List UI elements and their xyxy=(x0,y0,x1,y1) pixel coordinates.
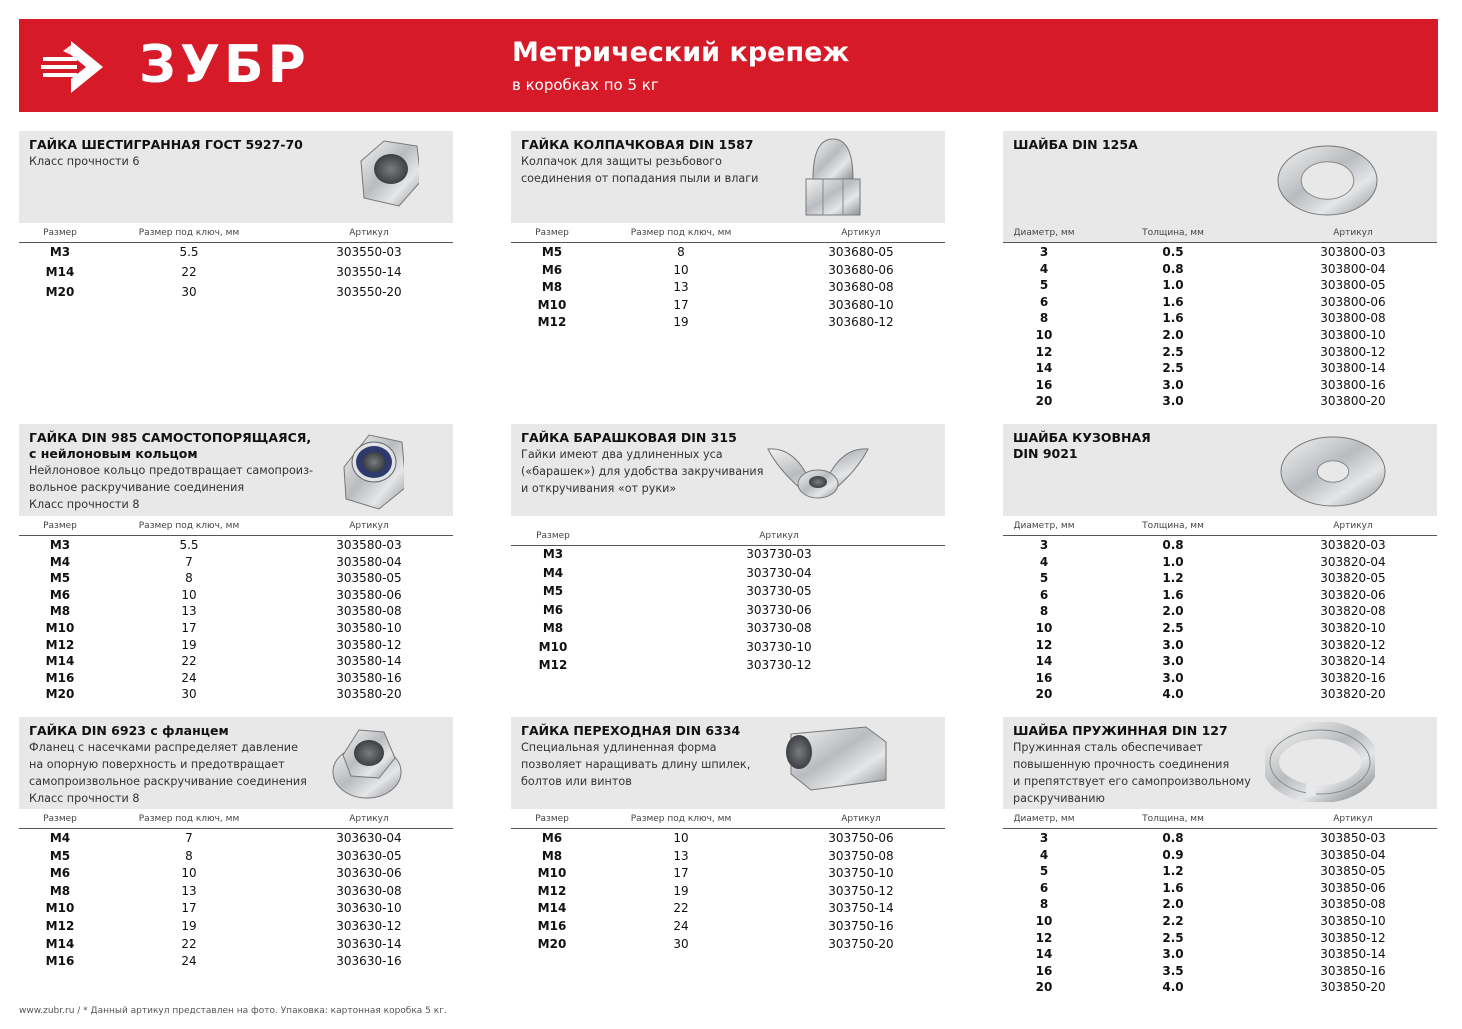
table-column-header: Диаметр, мм xyxy=(1013,228,1075,238)
table-cell: M16 xyxy=(537,919,567,933)
footer-site-link[interactable]: www.zubr.ru xyxy=(19,1006,75,1016)
table-cell: 1.2 xyxy=(1162,571,1184,586)
table-cell: 16 xyxy=(1035,377,1053,392)
table-column-header: Размер xyxy=(535,228,569,238)
product-title-line: ШАЙБА DIN 125A xyxy=(1013,137,1138,152)
table-cell: 303730-08 xyxy=(746,621,812,635)
table-cell: 303850-04 xyxy=(1320,847,1386,862)
table-cell: 303750-08 xyxy=(828,848,894,863)
table-header xyxy=(1003,226,1437,243)
table-cell: 8 xyxy=(677,245,685,259)
table-cell: M4 xyxy=(542,565,564,580)
table-cell: 303550-20 xyxy=(336,285,402,299)
table-cell: 10 xyxy=(181,866,197,881)
table-cell: 13 xyxy=(673,848,689,863)
table-cell: 303800-08 xyxy=(1320,311,1386,326)
table-cell: 303800-12 xyxy=(1320,344,1386,359)
table-cell: 2.5 xyxy=(1162,621,1184,635)
product-title-line: с нейлоновым кольцом xyxy=(29,446,198,461)
table-cell: 14 xyxy=(1035,947,1053,962)
table-cell: 303630-10 xyxy=(336,901,402,916)
table-cell: 19 xyxy=(181,637,197,652)
table-column-header: Размер под ключ, мм xyxy=(630,814,732,824)
spring-washer-image xyxy=(1265,722,1375,806)
table-cell: 303850-06 xyxy=(1320,880,1386,895)
table-cell: 303580-16 xyxy=(336,670,402,685)
body-washer-image xyxy=(1278,434,1388,513)
product-description-line: болтов или винтов xyxy=(521,775,632,788)
table-cell: 2.0 xyxy=(1162,328,1184,342)
table-cell: 303850-05 xyxy=(1320,864,1386,879)
table-column-header: Артикул xyxy=(349,814,389,824)
wing-nut-image xyxy=(763,429,873,513)
product-title xyxy=(521,137,821,153)
table-column-header: Размер под ключ, мм xyxy=(138,814,240,824)
product-description-line: повышенную прочность соединения xyxy=(1013,758,1230,771)
product-description-line: Класс прочности 8 xyxy=(29,498,140,511)
table-cell: M14 xyxy=(537,901,567,916)
table-cell: 1.0 xyxy=(1162,554,1184,569)
table-header xyxy=(1003,519,1437,536)
table-column-header: Размер xyxy=(535,814,569,824)
table-cell: 303750-20 xyxy=(828,936,894,951)
product-description xyxy=(29,153,329,170)
table-cell: 303820-12 xyxy=(1320,637,1386,652)
table-cell: M6 xyxy=(49,866,71,881)
table-cell: 17 xyxy=(673,297,689,312)
table-cell: 303800-06 xyxy=(1320,294,1386,309)
table-cell: 303680-05 xyxy=(828,245,894,259)
table-cell: 303550-03 xyxy=(336,245,402,259)
table-cell: 303630-08 xyxy=(336,883,402,898)
table-cell: 24 xyxy=(673,919,689,933)
table-cell: M10 xyxy=(538,639,568,654)
table-cell: 303580-06 xyxy=(336,587,402,602)
table-cell: 303550-14 xyxy=(336,265,402,279)
table-cell: 303630-12 xyxy=(336,919,402,933)
table-cell: 303730-04 xyxy=(746,565,812,580)
table-cell: M5 xyxy=(542,584,564,598)
brand-name: ЗУБР xyxy=(139,35,310,95)
table-cell: 303750-12 xyxy=(828,883,894,898)
table-cell: M12 xyxy=(45,919,75,933)
table-cell: 10 xyxy=(181,587,197,602)
table-column-header: Размер xyxy=(43,521,77,531)
table-column-header: Артикул xyxy=(349,228,389,238)
table-cell: 303580-12 xyxy=(336,637,402,652)
table-cell: 303820-08 xyxy=(1320,604,1386,619)
cap-nut-image xyxy=(801,134,861,224)
product-title-line: ШАЙБА КУЗОВНАЯ xyxy=(1013,430,1151,445)
table-cell: 8 xyxy=(185,848,193,863)
table-cell: 303680-06 xyxy=(828,262,894,277)
table-cell: 6 xyxy=(1039,880,1049,895)
table-cell: 3.0 xyxy=(1162,947,1184,962)
product-description-line: Класс прочности 6 xyxy=(29,155,140,168)
table-cell: 303750-06 xyxy=(828,831,894,845)
table-cell: 303820-05 xyxy=(1320,571,1386,586)
hex-nut-image xyxy=(349,136,419,220)
table-cell: 4.0 xyxy=(1162,687,1184,702)
product-description-line: Колпачок для защиты резьбового xyxy=(521,155,722,168)
table-cell: 6 xyxy=(1039,294,1049,309)
table-column-header: Артикул xyxy=(1333,228,1373,238)
table-cell: 12 xyxy=(1035,930,1053,945)
table-cell: M10 xyxy=(45,621,75,635)
table-cell: 10 xyxy=(673,262,689,277)
table-cell: 2.5 xyxy=(1162,361,1184,376)
table-cell: 3.0 xyxy=(1162,654,1184,669)
table-cell: 8 xyxy=(185,571,193,586)
table-column-header: Диаметр, мм xyxy=(1013,521,1075,531)
table-column-header: Артикул xyxy=(349,521,389,531)
table-header xyxy=(19,226,453,243)
table-cell: 303580-08 xyxy=(336,604,402,619)
table-cell: 30 xyxy=(673,936,689,951)
table-cell: 303730-10 xyxy=(746,639,812,654)
product-title-line: ГАЙКА БАРАШКОВАЯ DIN 315 xyxy=(521,430,737,445)
table-cell: 1.6 xyxy=(1162,294,1184,309)
table-cell: M20 xyxy=(537,936,567,951)
table-cell: 20 xyxy=(1035,394,1053,409)
table-cell: 5 xyxy=(1039,864,1049,879)
product-description-line: Пружинная сталь обеспечивает xyxy=(1013,741,1203,754)
table-cell: 24 xyxy=(181,670,197,685)
table-cell: 303580-10 xyxy=(336,621,402,635)
table-column-header: Диаметр, мм xyxy=(1013,814,1075,824)
product-title xyxy=(29,430,329,462)
table-cell: 303750-14 xyxy=(828,901,894,916)
table-cell: 303800-16 xyxy=(1320,377,1386,392)
product-title xyxy=(29,723,329,739)
table-cell: M4 xyxy=(49,554,71,569)
table-cell: 14 xyxy=(1035,654,1053,669)
table-column-header: Толщина, мм xyxy=(1142,521,1204,531)
table-cell: M4 xyxy=(49,831,71,845)
table-cell: 8 xyxy=(1039,604,1049,619)
product-description-line: соединения от попадания пыли и влаги xyxy=(521,172,759,185)
table-cell: 2.5 xyxy=(1162,344,1184,359)
table-cell: M14 xyxy=(45,265,75,279)
table-cell: 30 xyxy=(181,285,197,299)
table-cell: M12 xyxy=(537,315,567,330)
product-title xyxy=(1013,430,1313,462)
nylon-nut-image xyxy=(334,427,404,517)
product-title-line: ГАЙКА ШЕСТИГРАННАЯ ГОСТ 5927-70 xyxy=(29,137,303,152)
table-cell: 4 xyxy=(1039,847,1049,862)
table-column-header: Размер под ключ, мм xyxy=(138,228,240,238)
table-cell: 22 xyxy=(181,654,197,669)
table-cell: 303820-10 xyxy=(1320,621,1386,635)
table-cell: M10 xyxy=(537,866,567,881)
table-cell: 12 xyxy=(1035,344,1053,359)
table-cell: 303800-03 xyxy=(1320,245,1386,259)
table-cell: M5 xyxy=(49,571,71,586)
product-description xyxy=(29,739,329,807)
page-subtitle: в коробках по 5 кг xyxy=(512,76,659,94)
table-cell: 10 xyxy=(1035,328,1053,342)
table-cell: 303820-06 xyxy=(1320,587,1386,602)
product-description-line: и откручивания «от руки» xyxy=(521,482,677,495)
table-cell: M3 xyxy=(542,547,564,561)
product-description-line: Нейлоновое кольцо предотвращает самопроиз- xyxy=(29,464,314,477)
table-cell: M10 xyxy=(537,297,567,312)
table-cell: 8 xyxy=(1039,897,1049,912)
product-title-line: ШАЙБА ПРУЖИННАЯ DIN 127 xyxy=(1013,723,1228,738)
table-cell: 4 xyxy=(1039,261,1049,276)
table-cell: 303580-04 xyxy=(336,554,402,569)
table-cell: 303580-14 xyxy=(336,654,402,669)
table-cell: 303580-05 xyxy=(336,571,402,586)
table-cell: 5.5 xyxy=(179,245,199,259)
table-column-header: Артикул xyxy=(841,814,881,824)
product-description-line: Класс прочности 8 xyxy=(29,792,140,805)
table-column-header: Толщина, мм xyxy=(1142,814,1204,824)
footer xyxy=(19,1006,447,1016)
table-cell: M12 xyxy=(538,658,568,672)
table-cell: 20 xyxy=(1035,687,1053,702)
table-header xyxy=(511,812,945,829)
table-cell: 7 xyxy=(185,554,193,569)
table-cell: 303850-12 xyxy=(1320,930,1386,945)
table-cell: M5 xyxy=(49,848,71,863)
table-cell: 303680-10 xyxy=(828,297,894,312)
table-cell: M16 xyxy=(45,954,75,969)
table-column-header: Размер xyxy=(43,228,77,238)
table-cell: M6 xyxy=(541,831,563,845)
table-cell: 303630-14 xyxy=(336,936,402,951)
table-column-header: Толщина, мм xyxy=(1142,228,1204,238)
table-cell: 303820-20 xyxy=(1320,687,1386,702)
product-title-line: ГАЙКА КОЛПАЧКОВАЯ DIN 1587 xyxy=(521,137,754,152)
table-cell: 0.8 xyxy=(1162,538,1184,552)
table-cell: 303850-20 xyxy=(1320,980,1386,995)
table-cell: 10 xyxy=(1035,914,1053,928)
table-cell: 2.2 xyxy=(1162,914,1184,928)
table-cell: 1.6 xyxy=(1162,587,1184,602)
table-cell: 303730-05 xyxy=(746,584,812,598)
product-description-line: и препятствует его самопроизвольному xyxy=(1013,775,1251,788)
table-cell: 303680-12 xyxy=(828,315,894,330)
table-cell: 1.6 xyxy=(1162,311,1184,326)
table-cell: M3 xyxy=(49,245,71,259)
table-cell: 303730-06 xyxy=(746,602,812,617)
table-cell: M20 xyxy=(45,687,75,702)
table-cell: 17 xyxy=(181,621,197,635)
table-cell: 303630-16 xyxy=(336,954,402,969)
table-cell: 5 xyxy=(1039,571,1049,586)
table-cell: 303850-14 xyxy=(1320,947,1386,962)
table-cell: 12 xyxy=(1035,637,1053,652)
table-cell: 303680-08 xyxy=(828,280,894,295)
table-column-header: Артикул xyxy=(841,228,881,238)
table-cell: 19 xyxy=(673,883,689,898)
table-cell: 303800-04 xyxy=(1320,261,1386,276)
table-cell: 303580-20 xyxy=(336,687,402,702)
product-title xyxy=(29,137,329,153)
table-cell: 303800-05 xyxy=(1320,278,1386,293)
table-cell: 303630-06 xyxy=(336,866,402,881)
table-cell: 3 xyxy=(1039,245,1049,259)
table-cell: 0.8 xyxy=(1162,831,1184,845)
table-cell: 17 xyxy=(673,866,689,881)
table-header xyxy=(1003,812,1437,829)
product-description-line: самопроизвольное раскручивание соединения xyxy=(29,775,307,788)
table-cell: 22 xyxy=(673,901,689,916)
table-cell: 7 xyxy=(185,831,193,845)
table-cell: 303820-03 xyxy=(1320,538,1386,552)
table-cell: 303630-05 xyxy=(336,848,402,863)
header-banner xyxy=(19,19,1438,112)
table-header xyxy=(511,529,945,546)
table-cell: 24 xyxy=(181,954,197,969)
table-cell: 3.0 xyxy=(1162,670,1184,685)
table-column-header: Размер xyxy=(43,814,77,824)
table-cell: M12 xyxy=(45,637,75,652)
table-cell: 303800-14 xyxy=(1320,361,1386,376)
table-cell: 303850-03 xyxy=(1320,831,1386,845)
table-column-header: Артикул xyxy=(759,531,799,541)
product-description-line: Фланец с насечками распределяет давление xyxy=(29,741,298,754)
product-description-line: Гайки имеют два удлиненных уса xyxy=(521,448,723,461)
product-title-line: ГАЙКА ПЕРЕХОДНАЯ DIN 6334 xyxy=(521,723,741,738)
table-cell: 2.0 xyxy=(1162,897,1184,912)
table-header xyxy=(511,226,945,243)
table-cell: 2.5 xyxy=(1162,930,1184,945)
table-cell: M8 xyxy=(541,848,563,863)
table-cell: 3.5 xyxy=(1162,963,1184,978)
table-cell: 5.5 xyxy=(179,538,199,552)
page-title: Метрический крепеж xyxy=(512,37,850,68)
table-cell: 3.0 xyxy=(1162,394,1184,409)
table-cell: 303730-12 xyxy=(746,658,812,672)
flange-nut-image xyxy=(329,720,404,810)
table-cell: M14 xyxy=(45,654,75,669)
table-cell: 303800-10 xyxy=(1320,328,1386,342)
table-cell: M6 xyxy=(49,587,71,602)
product-title xyxy=(1013,137,1313,153)
table-column-header: Артикул xyxy=(1333,521,1373,531)
table-cell: M12 xyxy=(537,883,567,898)
table-cell: 10 xyxy=(673,831,689,845)
table-cell: 303750-16 xyxy=(828,919,894,933)
table-cell: 13 xyxy=(181,883,197,898)
product-title-line: ГАЙКА DIN 6923 с фланцем xyxy=(29,723,229,738)
table-cell: M14 xyxy=(45,936,75,951)
table-cell: M5 xyxy=(541,245,563,259)
table-cell: M8 xyxy=(49,883,71,898)
table-cell: 19 xyxy=(181,919,197,933)
table-cell: 3 xyxy=(1039,538,1049,552)
table-cell: 5 xyxy=(1039,278,1049,293)
product-description xyxy=(29,462,329,513)
table-cell: 8 xyxy=(1039,311,1049,326)
table-cell: M3 xyxy=(49,538,71,552)
product-description-line: вольное раскручивание соединения xyxy=(29,481,245,494)
table-cell: M6 xyxy=(541,262,563,277)
table-cell: M6 xyxy=(542,602,564,617)
product-description xyxy=(521,153,821,187)
table-cell: 303820-16 xyxy=(1320,670,1386,685)
table-cell: 0.9 xyxy=(1162,847,1184,862)
product-title-line: ГАЙКА DIN 985 САМОСТОПОРЯЩАЯСЯ, xyxy=(29,430,312,445)
table-cell: 1.6 xyxy=(1162,880,1184,895)
table-cell: 2.0 xyxy=(1162,604,1184,619)
product-description-line: Специальная удлиненная форма xyxy=(521,741,717,754)
table-cell: 1.2 xyxy=(1162,864,1184,879)
table-cell: M8 xyxy=(49,604,71,619)
product-title-line: DIN 9021 xyxy=(1013,446,1078,461)
table-column-header: Размер xyxy=(536,531,570,541)
table-cell: 303850-08 xyxy=(1320,897,1386,912)
table-header xyxy=(19,519,453,536)
coupling-nut-image xyxy=(771,722,891,801)
table-cell: 1.0 xyxy=(1162,278,1184,293)
table-cell: M8 xyxy=(541,280,563,295)
table-cell: 303730-03 xyxy=(746,547,812,561)
table-cell: 303850-16 xyxy=(1320,963,1386,978)
table-header xyxy=(19,812,453,829)
table-cell: 22 xyxy=(181,936,197,951)
table-cell: 303820-14 xyxy=(1320,654,1386,669)
table-cell: 13 xyxy=(673,280,689,295)
table-cell: 14 xyxy=(1035,361,1053,376)
table-cell: 303630-04 xyxy=(336,831,402,845)
table-cell: 6 xyxy=(1039,587,1049,602)
table-cell: 3 xyxy=(1039,831,1049,845)
product-description-line: позволяет наращивать длину шпилек, xyxy=(521,758,751,771)
table-cell: 303750-10 xyxy=(828,866,894,881)
table-cell: M16 xyxy=(45,670,75,685)
table-cell: M20 xyxy=(45,285,75,299)
table-column-header: Размер под ключ, мм xyxy=(138,521,240,531)
table-cell: 13 xyxy=(181,604,197,619)
footer-note: / * Данный артикул представлен на фото. Упаковка: картонная коробка 5 кг. xyxy=(77,1006,447,1016)
table-cell: 20 xyxy=(1035,980,1053,995)
table-cell: 17 xyxy=(181,901,197,916)
table-cell: 4 xyxy=(1039,554,1049,569)
product-description-line: раскручиванию xyxy=(1013,792,1105,805)
table-cell: 3.0 xyxy=(1162,637,1184,652)
table-cell: 0.5 xyxy=(1162,245,1184,259)
table-cell: 16 xyxy=(1035,963,1053,978)
table-cell: 16 xyxy=(1035,670,1053,685)
table-column-header: Артикул xyxy=(1333,814,1373,824)
table-cell: 22 xyxy=(181,265,197,279)
table-cell: 0.8 xyxy=(1162,261,1184,276)
table-cell: M10 xyxy=(45,901,75,916)
product-description-line: на опорную поверхность и предотвращает xyxy=(29,758,285,771)
table-column-header: Размер под ключ, мм xyxy=(630,228,732,238)
product-description-line: («барашек») для удобства закручивания xyxy=(521,465,764,478)
table-cell: 30 xyxy=(181,687,197,702)
table-cell: 4.0 xyxy=(1162,980,1184,995)
table-cell: 3.0 xyxy=(1162,377,1184,392)
table-cell: M8 xyxy=(542,621,564,635)
table-cell: 303820-04 xyxy=(1320,554,1386,569)
table-cell: 303580-03 xyxy=(336,538,402,552)
table-cell: 10 xyxy=(1035,621,1053,635)
table-cell: 19 xyxy=(673,315,689,330)
table-cell: 303800-20 xyxy=(1320,394,1386,409)
table-cell: 303850-10 xyxy=(1320,914,1386,928)
flat-washer-image xyxy=(1275,143,1380,222)
